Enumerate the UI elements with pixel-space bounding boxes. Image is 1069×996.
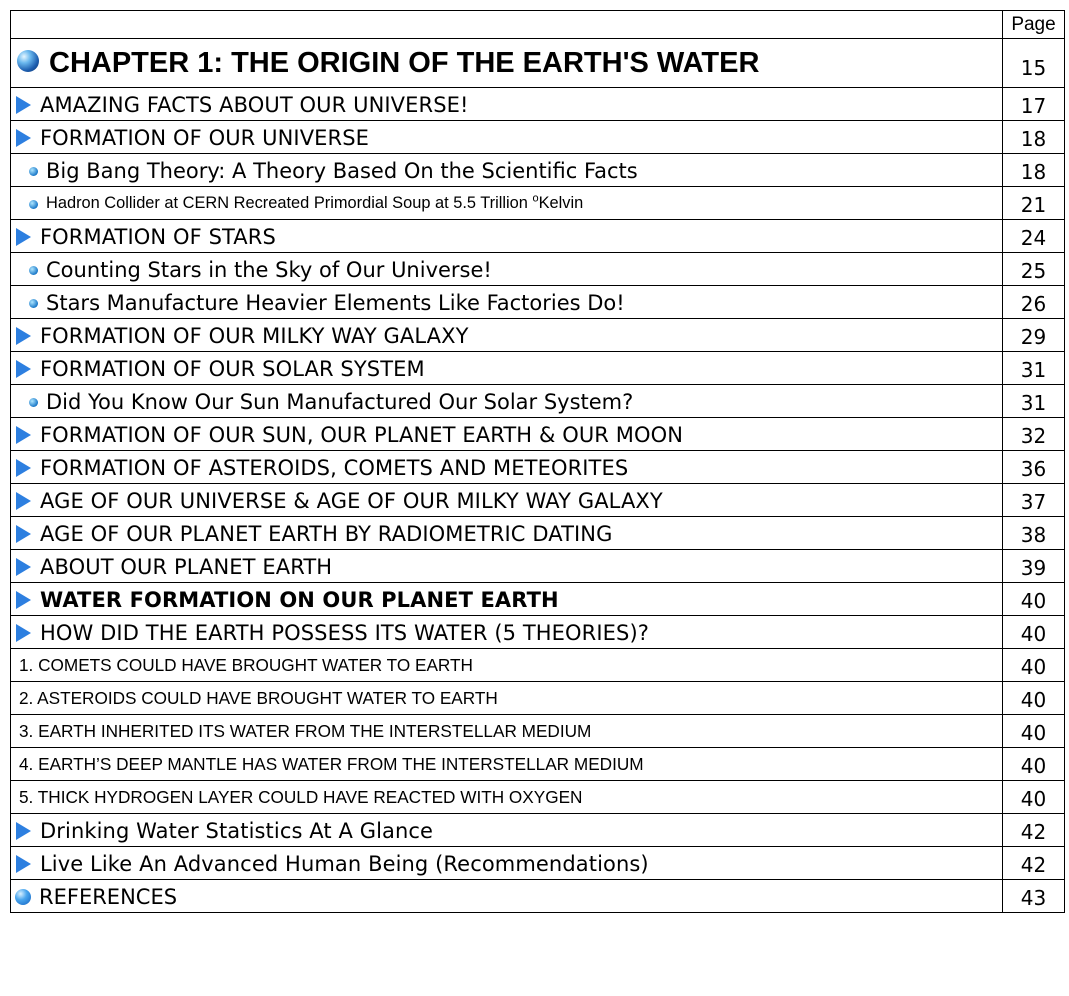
toc-entry-title: Big Bang Theory: A Theory Based On the Scientific Facts xyxy=(46,158,638,183)
arrow-bullet-icon xyxy=(16,855,31,873)
dot-bullet-icon xyxy=(29,167,38,176)
toc-entry-title: AGE OF OUR UNIVERSE & AGE OF OUR MILKY WAY GALAXY xyxy=(40,488,663,513)
toc-entry-title: AMAZING FACTS ABOUT OUR UNIVERSE! xyxy=(40,92,469,117)
toc-page-number: 40 xyxy=(1003,748,1065,781)
toc-entry-title: FORMATION OF OUR UNIVERSE xyxy=(40,125,370,150)
toc-entry-title-suffix: Kelvin xyxy=(538,194,584,213)
toc-row[interactable] xyxy=(11,583,1065,616)
toc-entry-title: FORMATION OF OUR SOLAR SYSTEM xyxy=(40,356,425,381)
toc-row[interactable] xyxy=(11,88,1065,121)
toc-page-number: 43 xyxy=(1003,880,1065,913)
arrow-bullet-icon xyxy=(16,360,31,378)
toc-page-number: 37 xyxy=(1003,484,1065,517)
toc-page-number: 24 xyxy=(1003,220,1065,253)
arrow-bullet-icon xyxy=(16,591,31,609)
arrow-bullet-icon xyxy=(16,525,31,543)
toc-entry-title: FORMATION OF STARS xyxy=(40,224,276,249)
arrow-bullet-icon xyxy=(16,459,31,477)
chapter-title-cell xyxy=(11,39,1003,88)
toc-row[interactable] xyxy=(11,880,1065,913)
arrow-bullet-icon xyxy=(16,129,31,147)
toc-row[interactable] xyxy=(11,418,1065,451)
toc-row[interactable] xyxy=(11,352,1065,385)
arrow-bullet-icon xyxy=(16,426,31,444)
toc-entry-title: Live Like An Advanced Human Being (Recommendations) xyxy=(40,851,649,876)
chapter-row[interactable] xyxy=(11,39,1065,88)
arrow-bullet-icon xyxy=(16,492,31,510)
toc-entry-title: 5. THICK HYDROGEN LAYER COULD HAVE REACTED WITH OXYGEN xyxy=(19,786,583,807)
toc-row[interactable] xyxy=(11,715,1065,748)
toc-row[interactable] xyxy=(11,385,1065,418)
toc-row[interactable] xyxy=(11,814,1065,847)
chapter-page-number: 15 xyxy=(1003,39,1065,88)
toc-row[interactable] xyxy=(11,484,1065,517)
toc-row[interactable] xyxy=(11,616,1065,649)
orb-bullet-icon xyxy=(15,889,31,905)
toc-page-number: 25 xyxy=(1003,253,1065,286)
toc-row[interactable] xyxy=(11,550,1065,583)
toc-entry-title: FORMATION OF OUR SUN, OUR PLANET EARTH & OUR MOON xyxy=(40,422,684,447)
arrow-bullet-icon xyxy=(16,558,31,576)
toc-entry-title: REFERENCES xyxy=(39,884,178,909)
dot-bullet-icon xyxy=(29,200,38,209)
chapter-title: CHAPTER 1: THE ORIGIN OF THE EARTH'S WATER xyxy=(49,46,760,79)
toc-page-number: 42 xyxy=(1003,847,1065,880)
dot-bullet-icon xyxy=(29,398,38,407)
toc-page-number: 26 xyxy=(1003,286,1065,319)
toc-page-number: 29 xyxy=(1003,319,1065,352)
toc-page-number: 40 xyxy=(1003,649,1065,682)
toc-row[interactable] xyxy=(11,748,1065,781)
arrow-bullet-icon xyxy=(16,327,31,345)
toc-page-number: 40 xyxy=(1003,781,1065,814)
toc-entry-title: Counting Stars in the Sky of Our Universe! xyxy=(46,257,492,282)
toc-page-number: 40 xyxy=(1003,715,1065,748)
toc-page-number: 39 xyxy=(1003,550,1065,583)
dot-bullet-icon xyxy=(29,299,38,308)
toc-entry-title: 3. EARTH INHERITED ITS WATER FROM THE INTERSTELLAR MEDIUM xyxy=(19,720,592,741)
toc-page-number: 42 xyxy=(1003,814,1065,847)
toc-entry-title: 2. ASTEROIDS COULD HAVE BROUGHT WATER TO EARTH xyxy=(19,687,498,708)
toc-page-number: 31 xyxy=(1003,385,1065,418)
toc-row[interactable] xyxy=(11,253,1065,286)
header-title-cell xyxy=(11,11,1003,39)
toc-entry-title: Drinking Water Statistics At A Glance xyxy=(40,818,434,843)
toc-entry-title: WATER FORMATION ON OUR PLANET EARTH xyxy=(40,587,559,612)
toc-row[interactable] xyxy=(11,220,1065,253)
toc-row[interactable] xyxy=(11,517,1065,550)
table-of-contents xyxy=(10,10,1065,913)
toc-entry-title: 4. EARTH’S DEEP MANTLE HAS WATER FROM THE INTERSTELLAR MEDIUM xyxy=(19,753,644,774)
header-row xyxy=(11,11,1065,39)
globe-icon xyxy=(17,50,39,72)
toc-row[interactable] xyxy=(11,154,1065,187)
toc-row[interactable] xyxy=(11,682,1065,715)
toc-row[interactable] xyxy=(11,781,1065,814)
toc-row[interactable] xyxy=(11,286,1065,319)
toc-row[interactable] xyxy=(11,451,1065,484)
toc-entry-title: 1. COMETS COULD HAVE BROUGHT WATER TO EARTH xyxy=(19,654,473,675)
toc-page-number: 36 xyxy=(1003,451,1065,484)
toc-row[interactable] xyxy=(11,649,1065,682)
toc-row[interactable] xyxy=(11,319,1065,352)
toc-entry-title: ABOUT OUR PLANET EARTH xyxy=(40,554,333,579)
toc-page-number: 21 xyxy=(1003,187,1065,220)
toc-page-number: 17 xyxy=(1003,88,1065,121)
toc-entry-title: Stars Manufacture Heavier Elements Like Factories Do! xyxy=(46,290,625,315)
toc-page-number: 38 xyxy=(1003,517,1065,550)
toc-entry-title: FORMATION OF OUR MILKY WAY GALAXY xyxy=(40,323,469,348)
toc-page-number: 31 xyxy=(1003,352,1065,385)
dot-bullet-icon xyxy=(29,266,38,275)
toc-entry-title: HOW DID THE EARTH POSSESS ITS WATER (5 THEORIES)? xyxy=(40,620,649,645)
toc-entry-title: FORMATION OF ASTEROIDS, COMETS AND METEORITES xyxy=(40,455,629,480)
toc-page-number: 32 xyxy=(1003,418,1065,451)
toc-entry-title: Hadron Collider at CERN Recreated Primordial Soup at 5.5 Trillion xyxy=(46,194,528,213)
degree-superscript: o xyxy=(532,192,539,205)
toc-page-number: 40 xyxy=(1003,616,1065,649)
toc-page-number: 18 xyxy=(1003,154,1065,187)
toc-row[interactable] xyxy=(11,187,1065,220)
toc-page-number: 40 xyxy=(1003,682,1065,715)
arrow-bullet-icon xyxy=(16,822,31,840)
toc-entry-title: Did You Know Our Sun Manufactured Our Solar System? xyxy=(46,389,634,414)
arrow-bullet-icon xyxy=(16,624,31,642)
page-column-header: Page xyxy=(1003,11,1065,39)
toc-row[interactable] xyxy=(11,847,1065,880)
toc-row[interactable] xyxy=(11,121,1065,154)
arrow-bullet-icon xyxy=(16,228,31,246)
toc-page-number: 40 xyxy=(1003,583,1065,616)
toc-entry-title: AGE OF OUR PLANET EARTH BY RADIOMETRIC DATING xyxy=(40,521,613,546)
arrow-bullet-icon xyxy=(16,96,31,114)
toc-page-number: 18 xyxy=(1003,121,1065,154)
